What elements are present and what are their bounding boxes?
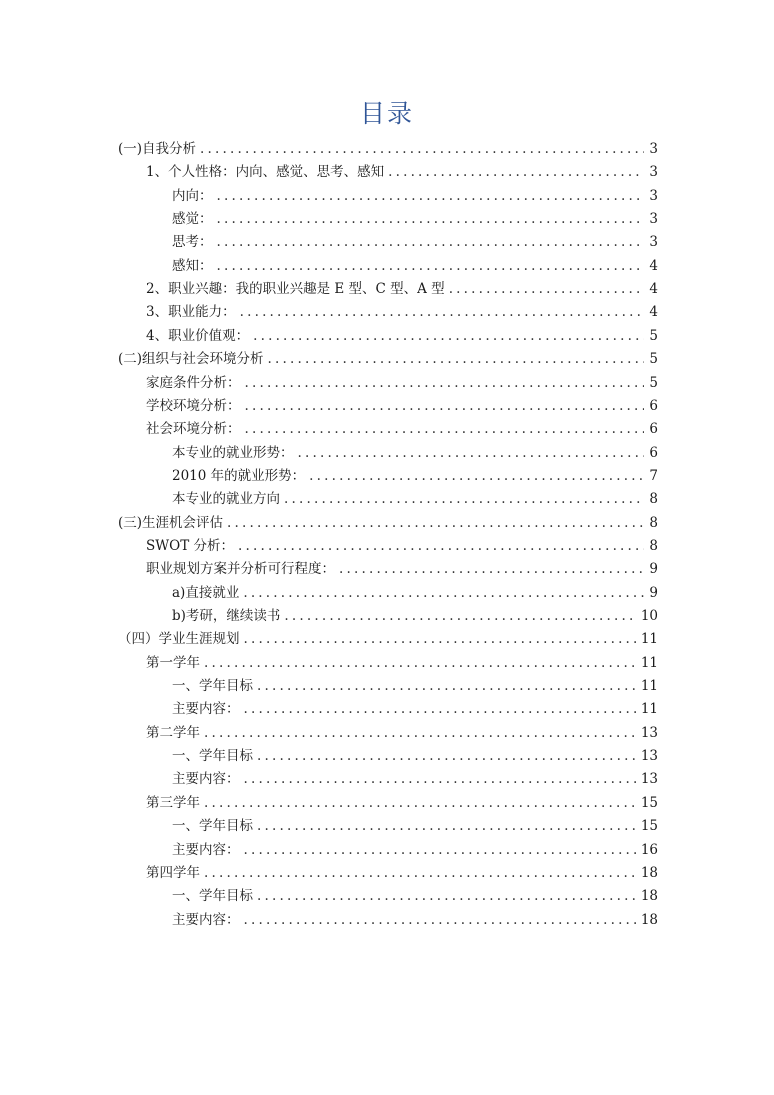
toc-entry-label: b)考研，继续读书 bbox=[172, 608, 281, 624]
toc-entry-label: 一、学年目标 bbox=[172, 888, 253, 905]
toc-dot-leader bbox=[244, 841, 637, 859]
toc-dot-leader bbox=[200, 140, 644, 158]
toc-entry-label: 一、学年目标 bbox=[172, 818, 253, 835]
toc-entry-label: (一)自我分析 bbox=[118, 141, 197, 157]
toc-page-number: 11 bbox=[640, 678, 658, 695]
toc-dot-leader bbox=[240, 303, 644, 321]
toc-dot-leader bbox=[217, 233, 645, 251]
toc-entry-label: 主要内容： bbox=[172, 911, 240, 928]
toc-entry-label: a)直接就业 bbox=[172, 584, 240, 601]
toc-entry-label: 2、职业兴趣：我的职业兴趣是 E 型、C 型、A 型 bbox=[146, 281, 445, 298]
toc-page-number: 6 bbox=[649, 421, 658, 438]
toc-page-number: 3 bbox=[649, 211, 658, 228]
toc-entry-label: 思考： bbox=[172, 234, 213, 251]
toc-page-number: 9 bbox=[649, 561, 658, 578]
toc-entry[interactable] bbox=[172, 440, 658, 462]
toc-page-number: 13 bbox=[640, 771, 658, 788]
toc-entry[interactable] bbox=[146, 650, 658, 672]
toc-dot-leader bbox=[449, 280, 644, 298]
toc-entry-label: 一、学年目标 bbox=[172, 678, 253, 695]
toc-entry[interactable] bbox=[172, 603, 658, 625]
toc-dot-leader bbox=[244, 630, 637, 648]
toc-page-number: 8 bbox=[649, 514, 658, 531]
toc-entry-label: 主要内容： bbox=[172, 701, 240, 718]
toc-entry[interactable] bbox=[172, 673, 658, 695]
toc-page-number: 3 bbox=[649, 234, 658, 251]
toc-page-number: 11 bbox=[640, 631, 658, 648]
toc-entry[interactable] bbox=[172, 813, 658, 835]
toc-dot-leader bbox=[309, 467, 644, 485]
toc-dot-leader bbox=[244, 700, 637, 718]
toc-page-number: 16 bbox=[640, 841, 658, 858]
toc-entry-label: 学校环境分析： bbox=[146, 397, 241, 414]
toc-entry-label: 3、职业能力： bbox=[146, 304, 236, 321]
toc-entry[interactable] bbox=[118, 626, 658, 648]
toc-entry[interactable] bbox=[146, 860, 658, 882]
toc-page-number: 5 bbox=[649, 374, 658, 391]
toc-entry-label: 家庭条件分析： bbox=[146, 374, 241, 391]
toc-entry-label: 职业规划方案并分析可行程度： bbox=[146, 561, 335, 578]
toc-dot-leader bbox=[245, 397, 645, 415]
toc-entry[interactable] bbox=[172, 229, 658, 251]
toc-entry[interactable] bbox=[172, 883, 658, 905]
toc-page-number: 18 bbox=[640, 911, 658, 928]
page-title: 目录 bbox=[359, 99, 414, 128]
toc-page-number: 11 bbox=[640, 701, 658, 718]
toc-page-number: 15 bbox=[640, 794, 658, 811]
toc-dot-leader bbox=[339, 560, 644, 578]
toc-page-number: 3 bbox=[649, 164, 658, 181]
toc-page-number: 4 bbox=[649, 304, 658, 321]
toc-page-number: 9 bbox=[649, 584, 658, 601]
toc-page-number: 7 bbox=[649, 467, 658, 484]
toc-entry-label: 内向： bbox=[172, 187, 213, 204]
toc-dot-leader bbox=[253, 327, 644, 345]
toc-dot-leader bbox=[244, 770, 637, 788]
toc-entry[interactable] bbox=[146, 370, 658, 392]
toc-entry-label: 本专业的就业方向 bbox=[172, 491, 280, 508]
toc-page-number: 3 bbox=[649, 141, 658, 157]
toc-entry-label: 感知： bbox=[172, 257, 213, 274]
toc-dot-leader bbox=[245, 374, 645, 392]
toc-entry[interactable] bbox=[172, 206, 658, 228]
toc-page-number: 6 bbox=[649, 444, 658, 461]
toc-entry-label: (三)生涯机会评估 bbox=[118, 514, 224, 531]
toc-dot-leader bbox=[217, 187, 645, 205]
toc-page-number: 10 bbox=[640, 608, 658, 624]
toc-page-number: 18 bbox=[640, 888, 658, 905]
toc-dot-leader bbox=[227, 514, 644, 532]
toc-entry-label: 主要内容： bbox=[172, 841, 240, 858]
toc-entry[interactable] bbox=[146, 790, 658, 812]
toc-entry[interactable] bbox=[146, 416, 658, 438]
toc-entry[interactable] bbox=[146, 720, 658, 742]
toc-entry[interactable] bbox=[172, 743, 658, 765]
toc-dot-leader bbox=[268, 350, 644, 368]
toc-entry[interactable] bbox=[146, 276, 658, 298]
toc-entry-label: 第二学年 bbox=[146, 724, 200, 741]
toc-entry[interactable] bbox=[146, 556, 658, 578]
toc-dot-leader bbox=[284, 607, 636, 625]
toc-page-number: 15 bbox=[640, 818, 658, 835]
toc-entry-label: 本专业的就业形势： bbox=[172, 444, 294, 461]
toc-entry[interactable] bbox=[118, 136, 658, 158]
toc-entry[interactable] bbox=[146, 299, 658, 321]
toc-entry[interactable] bbox=[172, 253, 658, 275]
toc-entry[interactable] bbox=[146, 533, 658, 555]
toc-dot-leader bbox=[243, 584, 644, 602]
toc-page-number: 3 bbox=[649, 187, 658, 204]
toc-entry[interactable] bbox=[172, 837, 658, 859]
toc-entry[interactable] bbox=[172, 766, 658, 788]
toc-page-number: 18 bbox=[640, 864, 658, 881]
toc-dot-leader bbox=[257, 817, 637, 835]
toc-entry-label: (二)组织与社会环境分析 bbox=[118, 351, 264, 368]
toc-dot-leader bbox=[204, 794, 637, 812]
toc-entry-label: 感觉： bbox=[172, 211, 213, 228]
toc-dot-leader bbox=[204, 654, 637, 672]
toc-dot-leader bbox=[204, 724, 637, 742]
toc-entry-label: 主要内容： bbox=[172, 771, 240, 788]
toc-dot-leader bbox=[245, 420, 645, 438]
toc-page-number: 13 bbox=[640, 748, 658, 765]
toc-page-number: 5 bbox=[649, 327, 658, 344]
toc-page-number: 5 bbox=[649, 351, 658, 368]
toc-entry-label: 2010 年的就业形势： bbox=[172, 467, 306, 484]
toc-dot-leader bbox=[388, 163, 644, 181]
toc-entry[interactable] bbox=[146, 393, 658, 415]
toc-dot-leader bbox=[298, 444, 645, 462]
toc-entry-label: SWOT 分析： bbox=[146, 537, 234, 554]
toc-dot-leader bbox=[238, 537, 644, 555]
toc-entry[interactable] bbox=[172, 183, 658, 205]
toc-entry-label: 第三学年 bbox=[146, 794, 200, 811]
toc-entry[interactable] bbox=[146, 323, 658, 345]
toc-page-number: 4 bbox=[649, 281, 658, 298]
toc-dot-leader bbox=[217, 210, 645, 228]
toc-page-number: 8 bbox=[649, 491, 658, 508]
toc-entry[interactable] bbox=[172, 696, 658, 718]
toc-entry-label: 第四学年 bbox=[146, 864, 200, 881]
toc-page-number: 11 bbox=[640, 654, 658, 671]
toc-dot-leader bbox=[257, 677, 637, 695]
toc-page-number: 8 bbox=[649, 537, 658, 554]
toc-entry-label: 1、个人性格：内向、感觉、思考、感知 bbox=[146, 164, 385, 181]
toc-entry[interactable] bbox=[172, 580, 658, 602]
toc-dot-leader bbox=[217, 257, 645, 275]
toc-entry[interactable] bbox=[118, 346, 658, 368]
toc-entry-label: 社会环境分析： bbox=[146, 421, 241, 438]
toc-entry[interactable] bbox=[172, 486, 658, 508]
toc-page-number: 6 bbox=[649, 397, 658, 414]
toc-entry[interactable] bbox=[172, 907, 658, 929]
toc-dot-leader bbox=[204, 864, 637, 882]
toc-page-number: 4 bbox=[649, 257, 658, 274]
toc-entry-label: （四）学业生涯规划 bbox=[118, 631, 240, 648]
toc-dot-leader bbox=[257, 747, 637, 765]
toc-entry[interactable] bbox=[118, 510, 658, 532]
toc-entry-label: 4、职业价值观： bbox=[146, 327, 250, 344]
toc-entry-label: 一、学年目标 bbox=[172, 748, 253, 765]
toc-dot-leader bbox=[244, 911, 637, 929]
toc-entry[interactable] bbox=[172, 463, 658, 485]
toc-entry-label: 第一学年 bbox=[146, 654, 200, 671]
toc-dot-leader bbox=[257, 887, 637, 905]
toc-dot-leader bbox=[284, 490, 644, 508]
toc-page-number: 13 bbox=[640, 724, 658, 741]
toc-entry[interactable] bbox=[146, 159, 658, 181]
